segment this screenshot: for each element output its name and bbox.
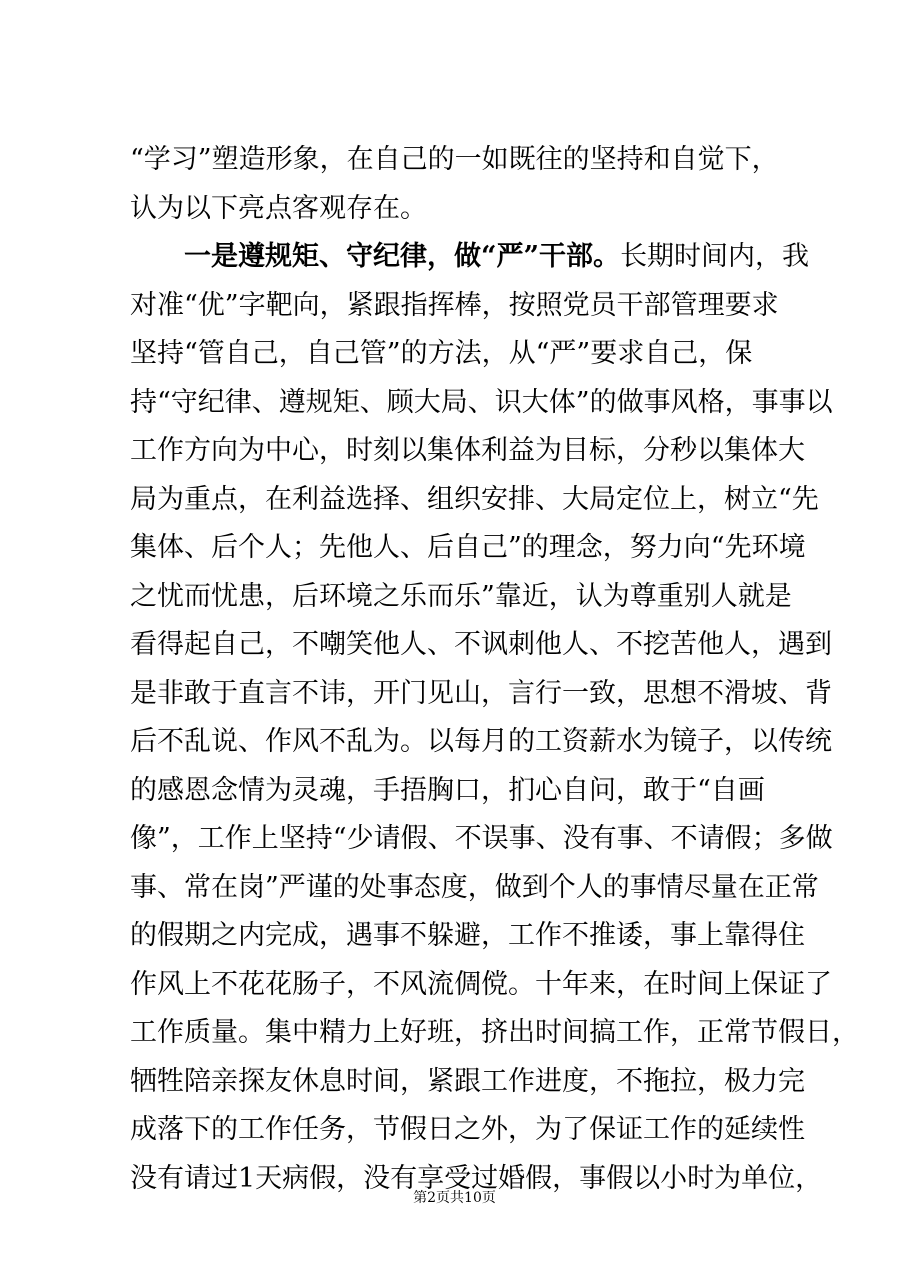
body-text-segment: 没有请过1天病假，没有享受过婚假，事假以小时为单位， (130, 1162, 823, 1194)
body-text-segment: 认为以下亮点客观存在。 (130, 192, 427, 224)
body-text-segment: 牺牲陪亲探友休息时间，紧跟工作进度，不拖拉，极力完 (130, 1065, 805, 1097)
body-text-segment: 看得起自己，不嘲笑他人、不讽刺他人、不挖苦他人，遇到 (130, 629, 832, 660)
body-text-segment: 局为重点，在利益选择、组织安排、大局定位上，树立“先 (130, 483, 819, 515)
body-text-segment: 是非敢于直言不讳，开门见山，言行一致，思想不滑坡、背 (130, 677, 832, 709)
body-text-segment: 集体、后个人；先他人、后自己”的理念，努力向“先环境 (130, 532, 806, 563)
text-line (130, 815, 833, 864)
body-text-segment: 事、常在岗”严谨的处事态度，做到个人的事情尽量在正常 (130, 871, 819, 903)
bold-heading-text: 一是遵规矩、守纪律，做“严”干部。 (184, 241, 621, 272)
text-line (130, 621, 832, 670)
text-line (130, 573, 810, 622)
text-line (130, 330, 810, 379)
body-text-segment: 坚持“管自己，自己管”的方法，从“严”要求自己，保 (130, 338, 753, 369)
text-line (130, 427, 810, 476)
body-text-segment: 后不乱说、作风不乱为。以每月的工资薪水为镜子，以传统 (130, 726, 832, 757)
text-line (130, 767, 810, 816)
text-line (130, 476, 819, 525)
body-text-segment: 的感恩念情为灵魂，手捂胸口，扪心自问，敢于“自画 (130, 774, 765, 806)
text-line (130, 282, 810, 331)
body-text-segment: 像”，工作上坚持“少请假、不误事、没有事、不请假；多做 (130, 823, 833, 854)
text-line (130, 524, 810, 573)
text-line (130, 961, 832, 1010)
body-text-segment: 成落下的工作任务，节假日之外，为了保证工作的延续性 (130, 1114, 805, 1145)
body-text-segment: 工作方向为中心，时刻以集体利益为目标，分秒以集体大 (130, 435, 805, 466)
text-line (130, 670, 832, 719)
body-text-segment: 之忧而忧患，后环境之乐而乐”靠近，认为尊重别人就是 (130, 580, 792, 612)
body-text-segment: 的假期之内完成，遇事不躲避，工作不推诿，事上靠得住 (130, 920, 805, 951)
text-line (130, 379, 833, 428)
text-line (130, 864, 819, 913)
text-line (130, 1009, 859, 1058)
body-text (130, 136, 859, 1203)
body-text-segment: 长期时间内，我 (620, 241, 810, 272)
text-line (130, 912, 810, 961)
body-text-segment: 作风上不花花肠子，不风流倜傥。十年来，在时间上保证了 (130, 968, 832, 1000)
page-footer: 第2页共10页 (413, 1190, 496, 1206)
text-line (130, 233, 810, 282)
body-text-segment: 对准“优”字靶向，紧跟指挥棒，按照党员干部管理要求 (130, 289, 779, 321)
body-text-segment: 工作质量。集中精力上好班，挤出时间搞工作，正常节假日， (130, 1017, 859, 1048)
body-text-segment: “学习”塑造形象，在自己的一如既往的坚持和自觉下， (130, 144, 779, 175)
text-line (130, 718, 832, 767)
body-text-segment: 持“守纪律、遵规矩、顾大局、识大体”的做事风格，事事以 (130, 386, 833, 418)
text-line (130, 185, 810, 234)
text-line (130, 1058, 810, 1107)
text-line (130, 136, 810, 185)
text-line (130, 1106, 810, 1155)
